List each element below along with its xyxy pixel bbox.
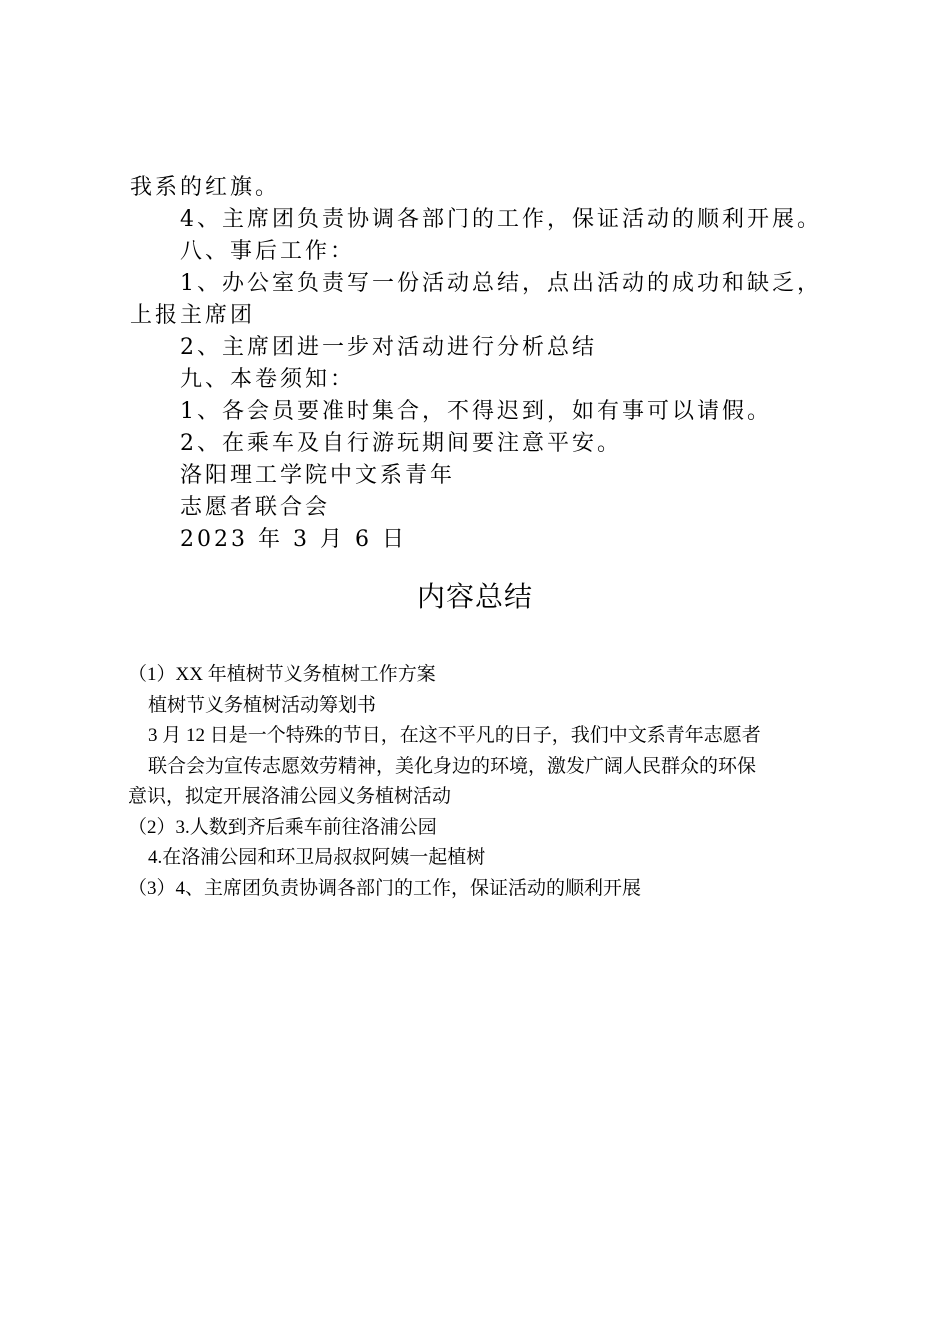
signature-organization: 志愿者联合会 [180, 495, 331, 520]
body-line: 4、主席团负责协调各部门的工作，保证活动的顺利开展。 [180, 207, 822, 232]
body-line: 我系的红旗。 [130, 175, 281, 200]
summary-line: 3 月 12 日是一个特殊的节日，在这不平凡的日子，我们中文系青年志愿者 [148, 725, 761, 746]
document-body [130, 172, 830, 556]
summary-line: 4.在洛浦公园和环卫局叔叔阿姨一起植树 [148, 847, 486, 868]
body-line: 2、在乘车及自行游玩期间要注意平安。 [180, 431, 622, 456]
section-heading: 八、事后工作： [180, 239, 356, 264]
body-line: 1、办公室负责写一份活动总结，点出活动的成功和缺乏， [180, 271, 822, 296]
summary-line: 意识，拟定开展洛浦公园义务植树活动 [128, 786, 452, 807]
summary-line: （1）XX 年植树节义务植树工作方案 [128, 664, 436, 685]
summary-line: 联合会为宣传志愿效劳精神，美化身边的环境，激发广阔人民群众的环保 [148, 755, 757, 777]
summary-line: 植树节义务植树活动筹划书 [148, 694, 377, 716]
body-line: 1、各会员要准时集合，不得迟到，如有事可以请假。 [180, 399, 772, 424]
signature-organization: 洛阳理工学院中文系青年 [180, 463, 456, 488]
body-line: 2、主席团进一步对活动进行分析总结 [180, 335, 597, 360]
body-line: 上报主席团 [130, 303, 256, 328]
summary-body [128, 660, 828, 904]
signature-date: 2023 年 3 月 6 日 [180, 527, 407, 552]
summary-title: 内容总结 [416, 582, 533, 613]
summary-line: （3）4、主席团负责协调各部门的工作，保证活动的顺利开展 [128, 877, 642, 899]
section-heading: 九、本卷须知： [180, 367, 356, 392]
summary-line: （2）3.人数到齐后乘车前往洛浦公园 [128, 816, 437, 838]
